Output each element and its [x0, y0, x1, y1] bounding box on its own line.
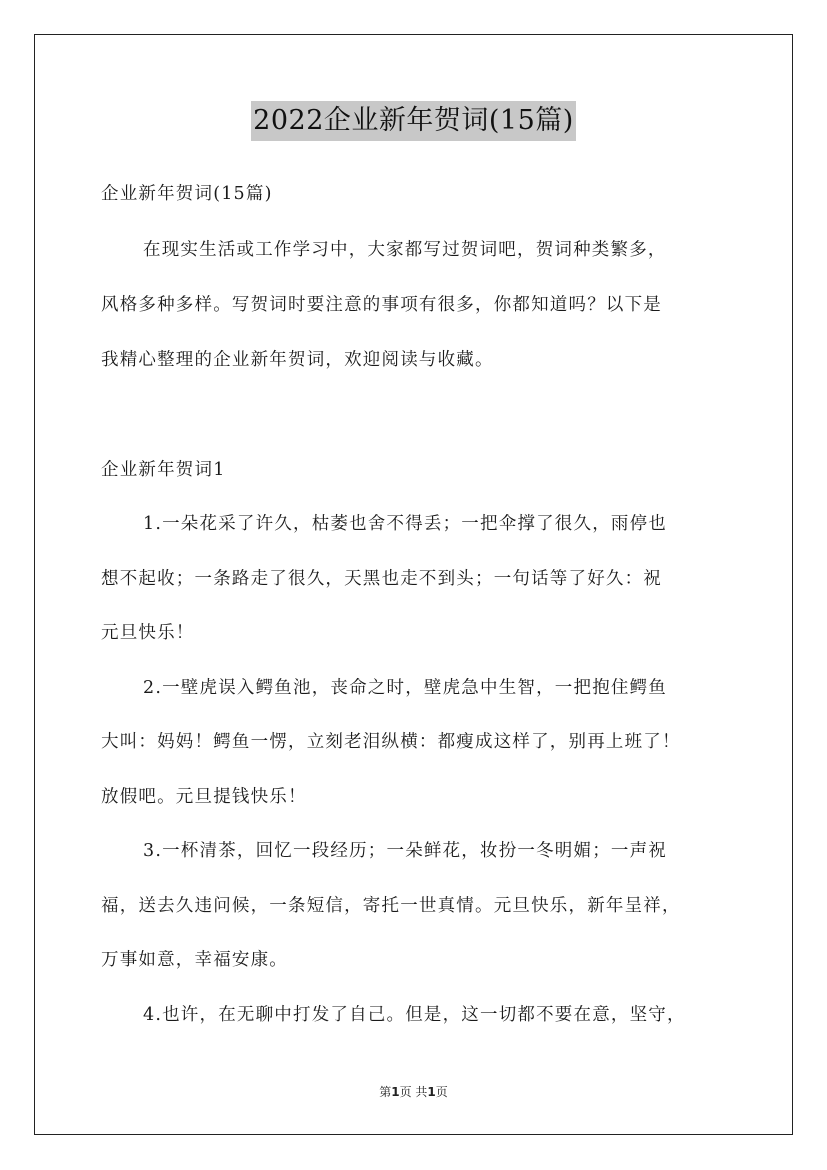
item-2-line-3: 放假吧。元旦提钱快乐！	[101, 787, 307, 807]
intro-line-3: 我精心整理的企业新年贺词，欢迎阅读与收藏。	[101, 350, 494, 370]
intro-line-1: 在现实生活或工作学习中，大家都写过贺词吧，贺词种类繁多，	[143, 240, 667, 260]
footer-suffix: 页	[435, 1085, 448, 1099]
item-3-line-1: 3.一杯清茶，回忆一段经历；一朵鲜花，妆扮一冬明媚；一声祝	[143, 841, 667, 861]
footer-mid: 页 共	[399, 1085, 428, 1099]
subtitle: 企业新年贺词(15篇)	[101, 184, 273, 204]
footer-total-pages: 1	[427, 1085, 436, 1099]
intro-line-2: 风格多种多样。写贺词时要注意的事项有很多，你都知道吗？以下是	[101, 295, 662, 315]
section-heading: 企业新年贺词1	[101, 460, 226, 480]
footer-page-number: 1	[391, 1085, 400, 1099]
page-footer	[0, 1083, 827, 1100]
document-title: 2022企业新年贺词(15篇)	[251, 101, 576, 141]
item-1-line-1: 1.一朵花采了许久，枯萎也舍不得丢；一把伞撑了很久，雨停也	[143, 514, 667, 534]
item-4-line-1: 4.也许，在无聊中打发了自己。但是，这一切都不要在意，坚守，	[143, 1005, 686, 1025]
item-3-line-3: 万事如意，幸福安康。	[101, 950, 288, 970]
footer-prefix: 第	[379, 1085, 392, 1099]
item-1-line-3: 元旦快乐！	[101, 623, 195, 643]
title-wrap	[0, 101, 827, 141]
item-1-line-2: 想不起收；一条路走了很久，天黑也走不到头；一句话等了好久：祝	[101, 569, 662, 589]
item-2-line-2: 大叫：妈妈！鳄鱼一愣，立刻老泪纵横：都瘦成这样了，别再上班了！	[101, 732, 681, 752]
item-2-line-1: 2.一壁虎误入鳄鱼池，丧命之时，壁虎急中生智，一把抱住鳄鱼	[143, 678, 667, 698]
item-3-line-2: 福，送去久违问候，一条短信，寄托一世真情。元旦快乐，新年呈祥，	[101, 896, 681, 916]
